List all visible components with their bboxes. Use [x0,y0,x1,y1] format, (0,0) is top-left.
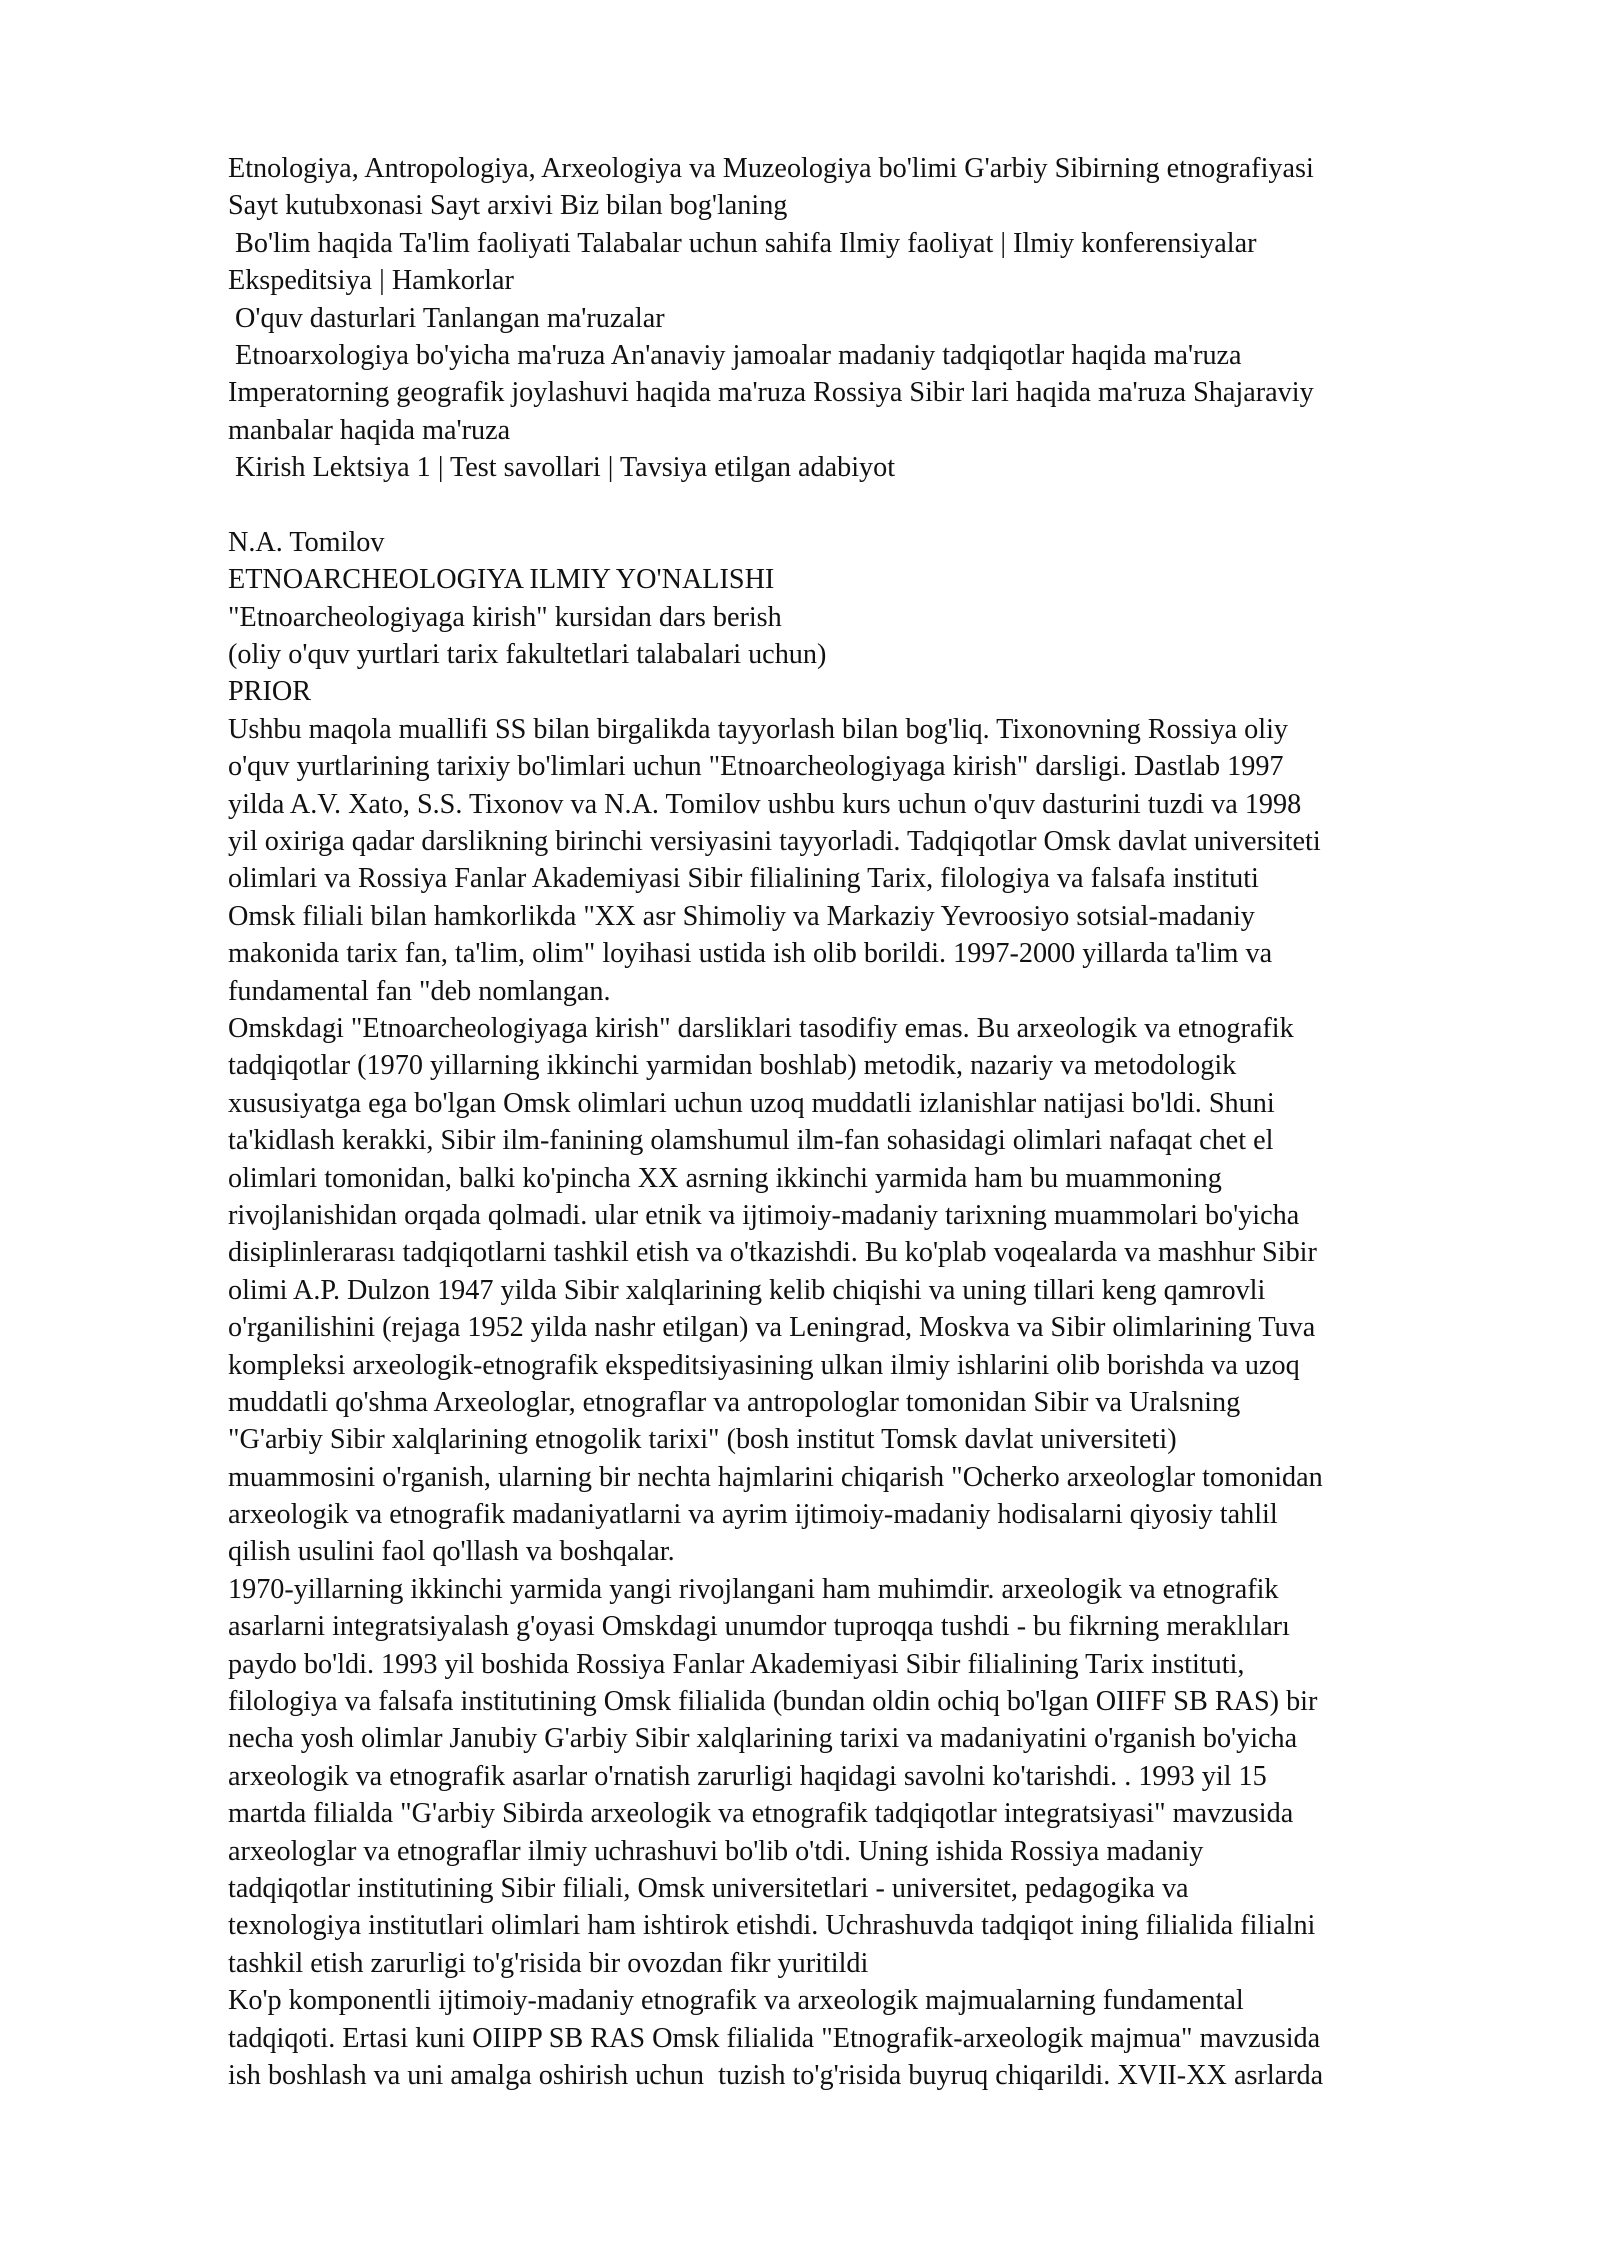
nav-separator: | [379,265,385,297]
paragraph-line: fundamental fan "deb nomlangan. [228,975,611,1007]
document-page [228,150,1528,2094]
article-body [228,711,1528,2094]
paragraph-line: ish boshlash va uni amalga oshirish uchun tuzish to'g'risida buyruq chiqarildi. XVII-XX asrlarda [228,2059,1324,2091]
paragraph-line: necha yosh olimlar Janubiy G'arbiy Sibir xalqlarining tarixi va madaniyatini o'rganish bo'yicha [228,1723,1298,1755]
nav-link-education[interactable]: Ta'lim faoliyati [399,227,571,259]
paragraph-2 [228,1010,1528,1571]
nav-separator: | [1000,227,1006,259]
paragraph-line: muddatli qo'shma Arxeologlar, etnograflar va antropologlar tomonidan Sibir va Uralsning [228,1386,1241,1418]
nav-row-5c [228,412,1528,449]
article-subtitle: "Etnoarcheologiyaga kirish" kursidan dars berish [228,601,782,633]
nav-link-lecture-emperor-geography[interactable]: Imperatorning geografik joylashuvi haqida ma'ruza [228,377,807,409]
nav-link-recommended-literature[interactable]: Tavsiya etilgan adabiyot [619,452,896,484]
nav-link-about-department[interactable]: Bo'lim haqida [235,227,393,259]
paragraph-line: martda filialda "G'arbiy Sibirda arxeologik va etnografik tadqiqotlar integratsiyasi" mavzusida [228,1798,1294,1830]
paragraph-1 [228,711,1528,1010]
paragraph-3 [228,1571,1528,1982]
nav-link-introduction[interactable]: Kirish [235,452,306,484]
nav-link-lecture-genealogy-tail[interactable]: manbalar haqida ma'ruza [228,414,511,446]
article-title: ETNOARCHEOLOGIYA ILMIY YO'NALISHI [228,564,775,596]
nav-link-west-siberia-ethnography[interactable]: G'arbiy Sibirning etnografiyasi [964,153,1314,184]
nav-link-students-page[interactable]: Talabalar uchun sahifa [577,227,833,259]
paragraph-line: rivojlanishidan orqada qolmadi. ular etnik va ijtimoiy-madaniy tarixning muammolari bo'yicha [228,1199,1300,1231]
article-header [228,524,1528,711]
nav-link-lecture-russia-siberia[interactable]: Rossiya Sibir lari haqida ma'ruza [813,377,1187,409]
nav-link-lecture-1[interactable]: Lektsiya 1 [312,452,431,484]
paragraph-line: "G'arbiy Sibir xalqlarining etnogolik tarixi" (bosh institut Tomsk davlat universiteti) [228,1424,1177,1456]
article-audience: (oliy o'quv yurtlari tarix fakultetlari talabalari uchun) [228,639,827,671]
nav-row-5b [228,374,1528,411]
nav-link-contact[interactable]: Biz bilan bog'laning [559,190,788,222]
nav-link-conferences[interactable]: Ilmiy konferensiyalar [1013,227,1257,259]
paragraph-line: texnologiya institutlari olimlari ham ishtirok etishdi. Uchrashuvda tadqiqot ining filialida filialni [228,1910,1316,1942]
nav-row-1 [228,150,1528,187]
nav-link-expedition[interactable]: Ekspeditsiya [228,265,373,297]
nav-link-lecture-genealogy-wrap[interactable]: Shajaraviy [1193,377,1314,409]
paragraph-4 [228,1982,1528,2094]
nav-row-2 [228,187,1528,224]
spacer [228,487,1528,524]
paragraph-line: Ko'p komponentli ijtimoiy-madaniy etnografik va arxeologik majmualarning fundamental [228,1985,1244,2017]
paragraph-line: ta'kidlash kerakki, Sibir ilm-fanining olamshumul ilm-fan sohasidagi olimlari nafaqat chet el [228,1125,1274,1157]
paragraph-line: olimi A.P. Dulzon 1947 yilda Sibir xalqlarining kelib chiqishi va uning tillari keng qamrovli [228,1274,1266,1306]
nav-row-3b [228,262,1528,299]
paragraph-line: paydo bo'ldi. 1993 yil boshida Rossiya Fanlar Akademiyasi Sibir filialining Tarix instituti, [228,1648,1245,1680]
paragraph-line: kompleksi arxeologik-etnografik ekspeditsiyasining ulkan ilmiy ishlarini olib borishda va uzoq [228,1349,1300,1381]
article-author: N.A. Tomilov [228,526,385,558]
paragraph-line: qilish usulini faol qo'llash va boshqalar. [228,1536,675,1568]
paragraph-line: o'rganilishini (rejaga 1952 yilda nashr etilgan) va Leningrad, Moskva va Sibir olimlarining Tuva [228,1312,1316,1344]
paragraph-line: olimlari tomonidan, balki ko'pincha XX asrning ikkinchi yarmida ham bu muammoning [228,1162,1222,1194]
nav-row-3 [228,225,1528,262]
paragraph-line: arxeologik va etnografik asarlar o'rnatish zarurligi haqidagi savolni ko'tarishdi. . 1993 yil 15 [228,1760,1267,1792]
nav-link-lecture-traditional-communities[interactable]: An'anaviy jamoalar madaniy tadqiqotlar haqida ma'ruza [610,339,1242,371]
nav-separator: | [437,452,444,484]
paragraph-line: arxeologlar va etnograflar ilmiy uchrashuvi bo'lib o'tdi. Uning ishida Rossiya madaniy [228,1835,1204,1867]
site-navigation [228,150,1528,487]
nav-link-lecture-ethnoarchaeology[interactable]: Etnoarxologiya bo'yicha ma'ruza [235,339,606,371]
paragraph-line: o'quv yurtlarining tarixiy bo'limlari uchun "Etnoarcheologiyaga kirish" darsligi. Dastlab 1997 [228,751,1284,783]
nav-link-test-questions[interactable]: Test savollari [450,452,601,484]
nav-row-6 [228,449,1528,486]
nav-link-site-archive[interactable]: Sayt arxivi [430,190,553,222]
paragraph-line: disiplinlerarası tadqiqotlarni tashkil etish va o'tkazishdi. Bu ko'plab voqealarda va mashhur Sibir [228,1237,1317,1269]
paragraph-line: tadqiqoti. Ertasi kuni OIIPP SB RAS Omsk filialida "Etnografik-arxeologik majmua" mavzusida [228,2022,1321,2054]
nav-link-site-library[interactable]: Sayt kutubxonasi [228,190,423,222]
paragraph-line: yil oxiriga qadar darslikning birinchi versiyasini tayyorladi. Tadqiqotlar Omsk davlat universiteti [228,826,1321,858]
paragraph-line: yilda A.V. Xato, S.S. Tixonov va N.A. Tomilov ushbu kurs uchun o'quv dasturini tuzdi va 1998 [228,788,1302,820]
paragraph-line: muammosini o'rganish, ularning bir nechta hajmlarini chiqarish "Ocherko arxeologlar tomonidan [228,1461,1323,1493]
paragraph-line: Ushbu maqola muallifi SS bilan birgalikda tayyorlash bilan bog'liq. Tixonovning Rossiya oliy [228,713,1289,745]
paragraph-line: tadqiqotlar (1970 yillarning ikkinchi yarmidan boshlab) metodik, nazariy va metodologik [228,1050,1237,1082]
paragraph-line: tashkil etish zarurligi to'g'risida bir ovozdan fikr yuritildi [228,1947,869,1979]
paragraph-line: asarlarni integratsiyalash g'oyasi Omskdagi unumdor tuproqqa tushdi - bu fikrning meraklıları [228,1611,1290,1643]
nav-link-department[interactable]: Etnologiya, Antropologiya, Arxeologiya va Muzeologiya bo'limi [228,153,958,184]
nav-link-selected-lectures[interactable]: Tanlangan ma'ruzalar [422,302,665,334]
paragraph-line: filologiya va falsafa institutining Omsk filialida (bundan oldin ochiq bo'lgan OIIFF SB RAS) bir [228,1686,1318,1718]
section-label: PRIOR [228,676,312,708]
nav-separator: | [607,452,614,484]
nav-link-partners[interactable]: Hamkorlar [391,265,514,297]
nav-link-curricula[interactable]: O'quv dasturlari [235,302,417,334]
paragraph-line: Omsk filiali bilan hamkorlikda "XX asr Shimoliy va Markaziy Yevroosiyo sotsial-madaniy [228,900,1255,932]
nav-row-5 [228,337,1528,374]
nav-link-research[interactable]: Ilmiy faoliyat [839,227,994,259]
paragraph-line: makonida tarix fan, ta'lim, olim" loyihasi ustida ish olib borildi. 1997-2000 yillarda ta'lim va [228,938,1273,970]
paragraph-line: 1970-yillarning ikkinchi yarmida yangi rivojlangani ham muhimdir. arxeologik va etnografik [228,1573,1279,1605]
paragraph-line: arxeologik va etnografik madaniyatlarni va ayrim ijtimoiy-madaniy hodisalarni qiyosiy tahlil [228,1499,1278,1531]
paragraph-line: Omskdagi "Etnoarcheologiyaga kirish" darsliklari tasodifiy emas. Bu arxeologik va etnografik [228,1012,1294,1044]
paragraph-line: olimlari va Rossiya Fanlar Akademiyasi Sibir filialining Tarix, filologiya va falsafa instituti [228,863,1259,895]
paragraph-line: tadqiqotlar institutining Sibir filiali, Omsk universitetlari - universitet, pedagogika va [228,1872,1189,1904]
nav-row-4 [228,300,1528,337]
paragraph-line: xususiyatga ega bo'lgan Omsk olimlari uchun uzoq muddatli izlanishlar natijasi bo'ldi. Shuni [228,1087,1275,1119]
